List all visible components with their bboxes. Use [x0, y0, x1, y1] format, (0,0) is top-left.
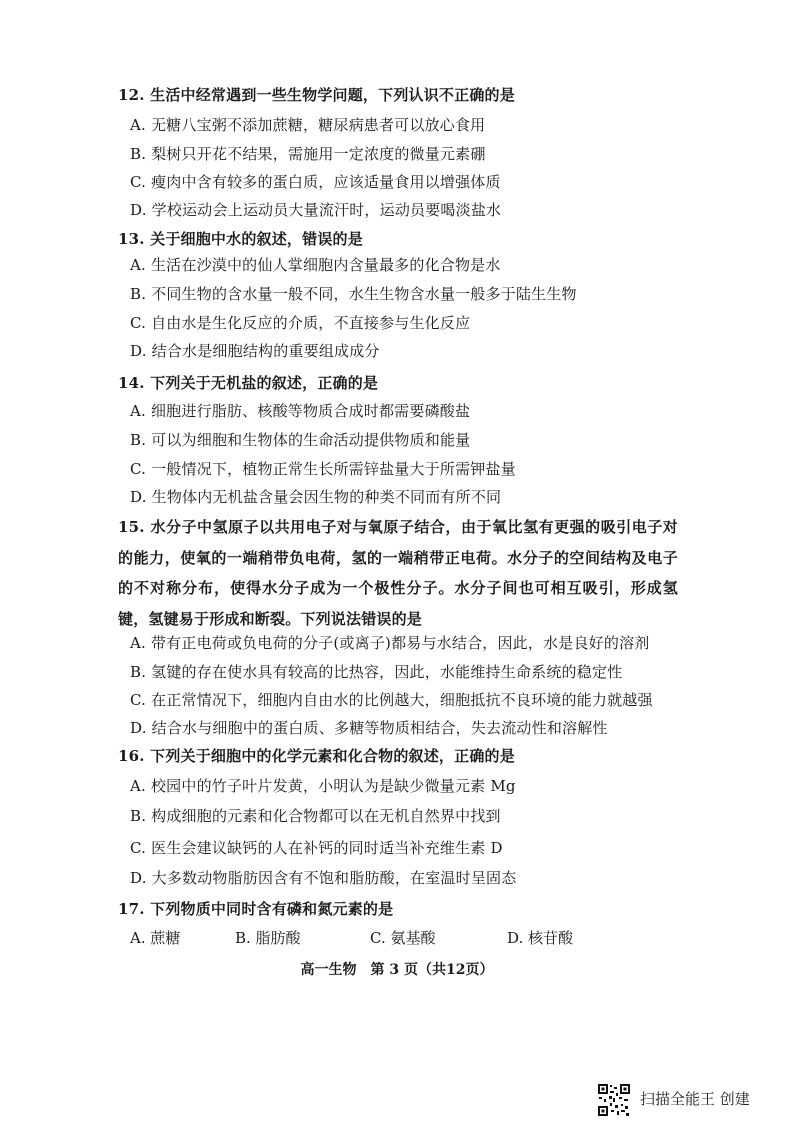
- q16-option-d: D. 大多数动物脂肪因含有不饱和脂肪酸，在室温时呈固态: [130, 869, 517, 887]
- q15-option-c: C. 在正常情况下，细胞内自由水的比例越大，细胞抵抗不良环境的能力就越强: [130, 691, 653, 709]
- q15-option-b: B. 氢键的存在使水具有较高的比热容，因此，水能维持生命系统的稳定性: [130, 663, 623, 681]
- q13-option-b: B. 不同生物的含水量一般不同，水生生物含水量一般多于陆生生物: [130, 285, 577, 303]
- q17-option-c: C. 氨基酸: [370, 929, 436, 947]
- page-footer: 高一生物 第 3 页（共12页）: [300, 962, 494, 978]
- q14-option-c: C. 一般情况下，植物正常生长所需锌盐量大于所需钾盐量: [130, 460, 516, 478]
- q12-option-d: D. 学校运动会上运动员大量流汗时，运动员要喝淡盐水: [130, 201, 502, 219]
- q15-stem: 15. 水分子中氢原子以共用电子对与氧原子结合，由于氧比氢有更强的吸引电子对的能力，使氧的一端稍带负电荷，氢的一端稍带正电荷。水分子的空间结构及电子的不对称分布，使得水分子成为一个极性分子。水分子间也可相互吸引，形成氢键，氢键易于形成和断裂。下列说法错误的是: [118, 518, 678, 628]
- q12-option-c: C. 瘦肉中含有较多的蛋白质，应该适量食用以增强体质: [130, 173, 501, 191]
- q14-stem: 14. 下列关于无机盐的叙述，正确的是: [118, 374, 379, 392]
- q16-option-c: C. 医生会建议缺钙的人在补钙的同时适当补充维生素 D: [130, 839, 503, 857]
- q17-stem: 17. 下列物质中同时含有磷和氮元素的是: [118, 900, 394, 918]
- q13-stem: 13. 关于细胞中水的叙述，错误的是: [118, 230, 363, 248]
- q16-option-b: B. 构成细胞的元素和化合物都可以在无机自然界中找到: [130, 807, 501, 825]
- scanner-watermark: 扫描全能王 创建: [640, 1090, 750, 1108]
- q13-option-d: D. 结合水是细胞结构的重要组成成分: [130, 342, 380, 360]
- q16-option-a: A. 校园中的竹子叶片发黄，小明认为是缺少微量元素 Mg: [130, 777, 516, 795]
- q14-option-a: A. 细胞进行脂肪、核酸等物质合成时都需要磷酸盐: [130, 402, 471, 420]
- q15-option-d: D. 结合水与细胞中的蛋白质、多糖等物质相结合，失去流动性和溶解性: [130, 719, 608, 737]
- q17-option-d: D. 核苷酸: [507, 929, 574, 947]
- q13-option-c: C. 自由水是生化反应的介质，不直接参与生化反应: [130, 314, 471, 332]
- q12-option-b: B. 梨树只开花不结果，需施用一定浓度的微量元素硼: [130, 145, 486, 163]
- q14-option-d: D. 生物体内无机盐含量会因生物的种类不同而有所不同: [130, 488, 502, 506]
- q17-option-a: A. 蔗糖: [130, 929, 181, 947]
- q17-options-row: [130, 928, 610, 948]
- q14-option-b: B. 可以为细胞和生物体的生命活动提供物质和能量: [130, 431, 471, 449]
- q17-option-b: B. 脂肪酸: [235, 929, 301, 947]
- q12-stem: 12. 生活中经常遇到一些生物学问题，下列认识不正确的是: [118, 86, 515, 104]
- q16-stem: 16. 下列关于细胞中的化学元素和化合物的叙述，正确的是: [118, 747, 515, 765]
- q13-option-a: A. 生活在沙漠中的仙人掌细胞内含量最多的化合物是水: [130, 256, 501, 274]
- qr-code-icon: [597, 1083, 631, 1117]
- q12-option-a: A. 无糖八宝粥不添加蔗糖，糖尿病患者可以放心食用: [130, 116, 486, 134]
- q15-option-a: A. 带有正电荷或负电荷的分子(或离子)都易与水结合，因此，水是良好的溶剂: [130, 634, 650, 652]
